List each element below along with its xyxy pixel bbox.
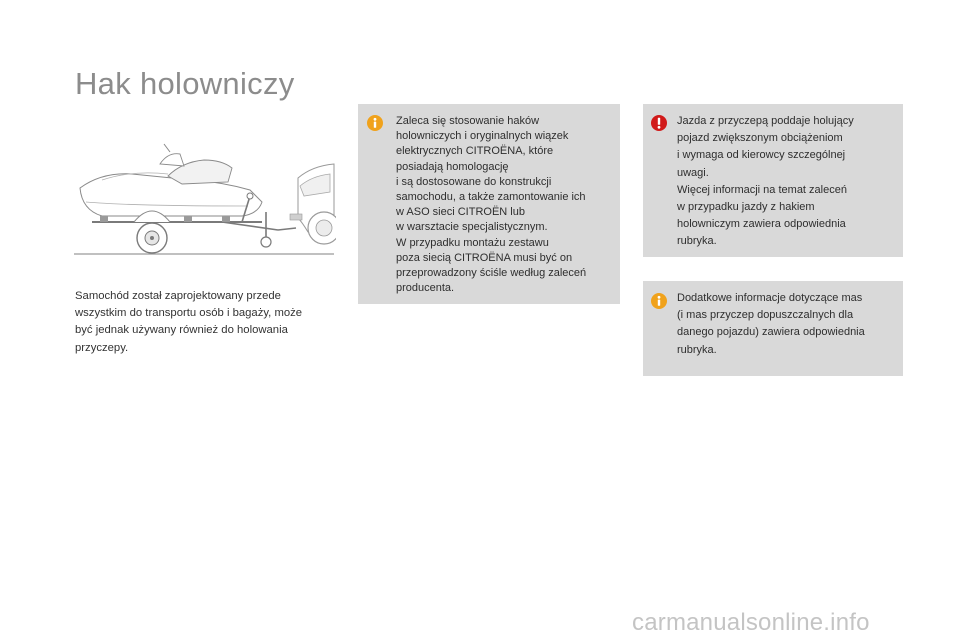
info-note-masses	[643, 281, 903, 376]
intro-paragraph: Samochód został zaprojektowany przede wszystkim do transportu osób i bagaży, może być jednak używany również do holowania przyczepy.	[75, 290, 303, 354]
info-note-text: Zaleca się stosowanie haków holowniczych i oryginalnych wiązek elektrycznych CITROËNA, które posiadają homologację i są dostosowane do konstrukcji samochodu, a także zamontowanie ich w ASO sieci CITROËN lub w warsztacie specjalistycznym. W przypadku montażu zestawu poza siecią CITROËNA musi być on przeprowadzony ściśle według zaleceń producenta.	[396, 115, 587, 295]
info-icon	[651, 293, 667, 309]
intro-text	[75, 288, 337, 357]
page-title: Hak holowniczy	[75, 66, 295, 101]
warning-note-text: Jazda z przyczepą poddaje holujący pojazd zwiększonym obciążeniom i wymaga od kierowcy szczególnej uwagi. Więcej informacji na temat zaleceń w przypadku jazdy z hakiem holowniczym zawiera odpowiednia rubryka.	[677, 115, 854, 248]
watermark: carmanualsonline.info	[632, 609, 870, 636]
info-note-text: Dodatkowe informacje dotyczące mas (i mas przyczep dopuszczalnych dla danego pojazdu) zawiera odpowiednia rubryka.	[677, 292, 865, 356]
info-note-homologation	[358, 104, 620, 304]
trailer-illustration	[72, 130, 336, 260]
info-icon	[367, 115, 383, 131]
warning-icon	[651, 115, 667, 131]
warning-note-driving	[643, 104, 903, 257]
